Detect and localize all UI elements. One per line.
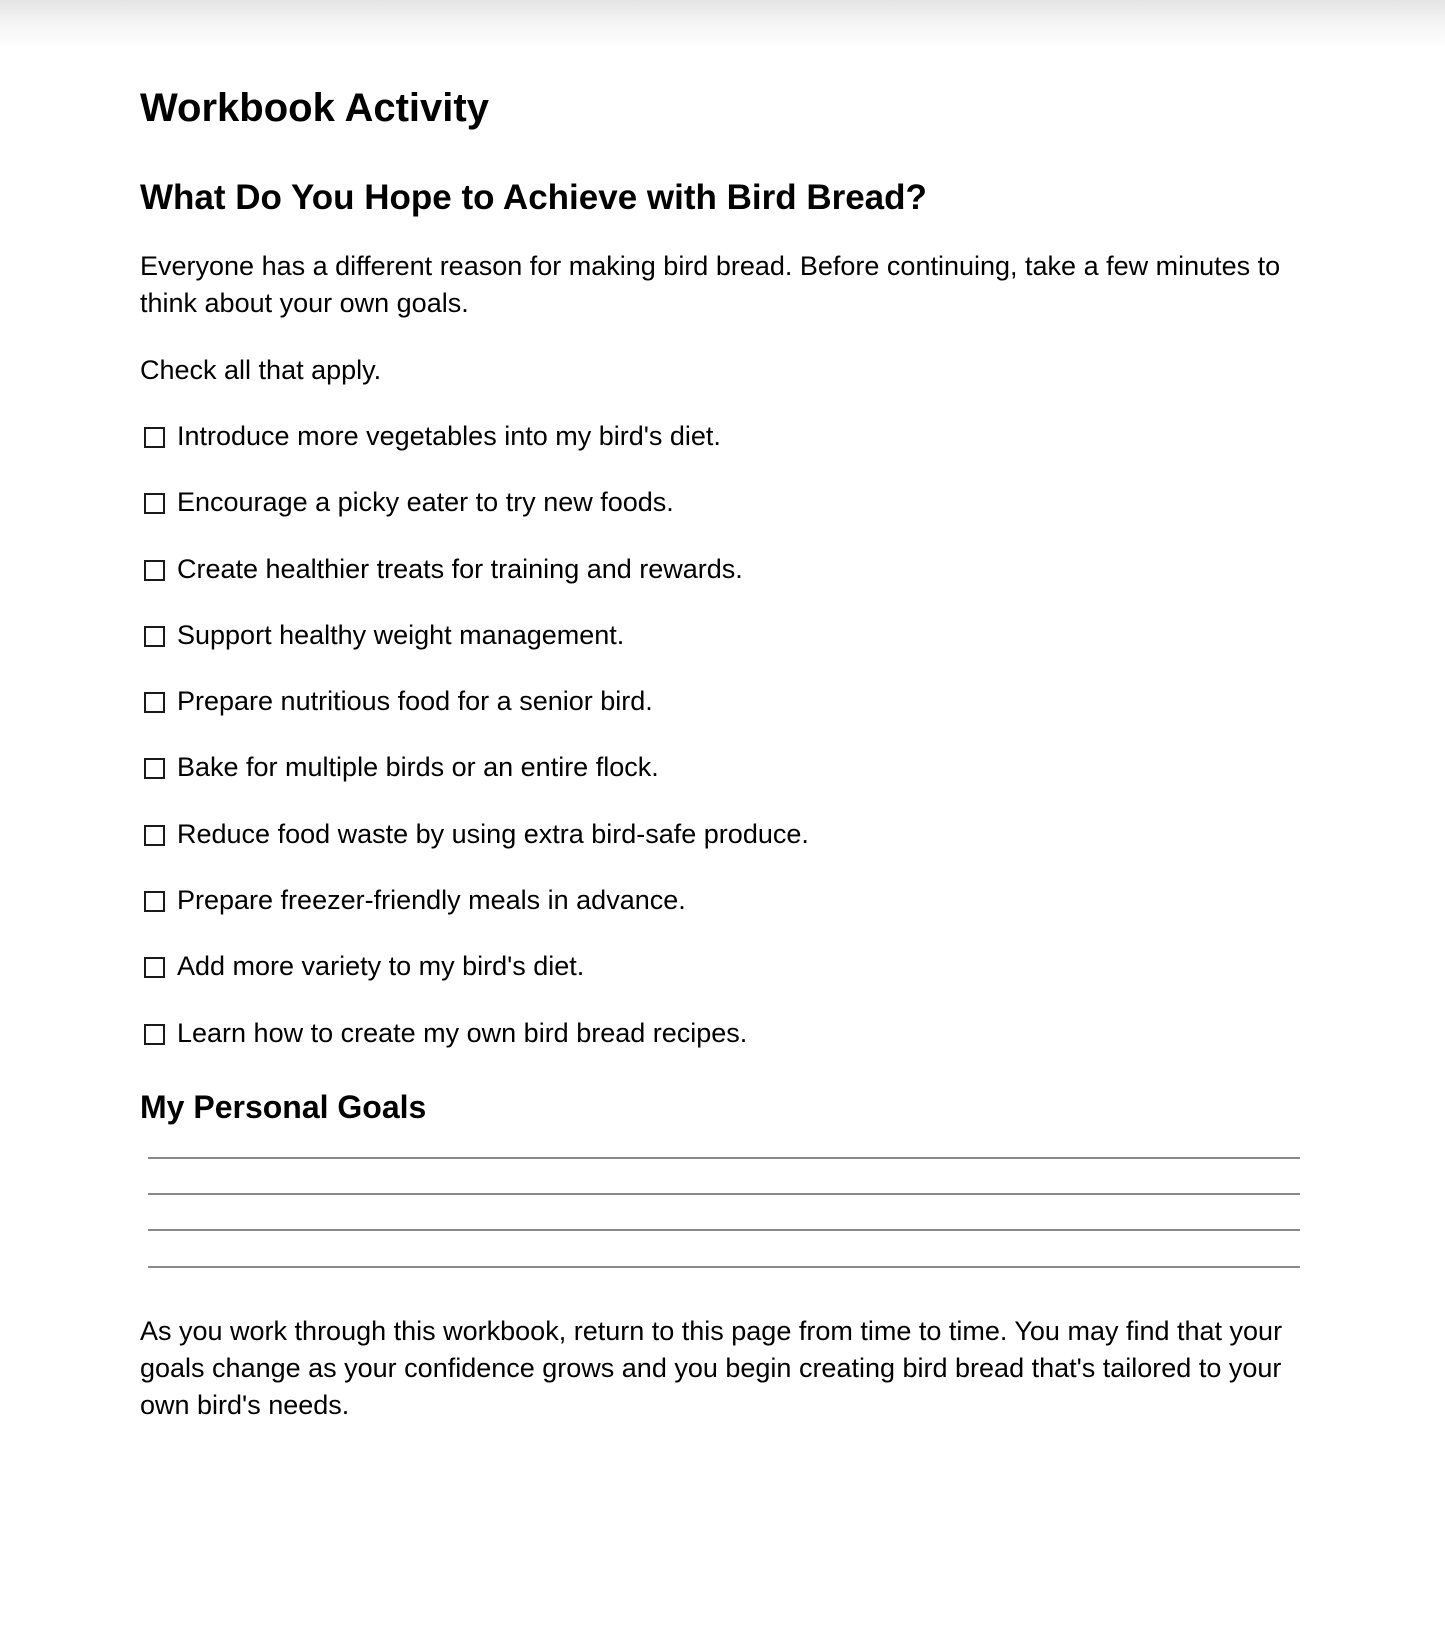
writing-line[interactable] bbox=[148, 1266, 1300, 1268]
checkbox-icon[interactable] bbox=[144, 692, 165, 713]
checkbox-icon[interactable] bbox=[144, 891, 165, 912]
checkbox-icon[interactable] bbox=[144, 758, 165, 779]
section-heading: What Do You Hope to Achieve with Bird Bread? bbox=[140, 178, 927, 217]
checkbox-icon[interactable] bbox=[144, 560, 165, 581]
writing-line[interactable] bbox=[148, 1157, 1300, 1159]
checklist-item-label: Prepare freezer-friendly meals in advance. bbox=[177, 885, 686, 916]
personal-goals-heading: My Personal Goals bbox=[140, 1089, 427, 1125]
writing-line[interactable] bbox=[148, 1229, 1300, 1231]
closing-paragraph: As you work through this workbook, return to this page from time to time. You may find that your goals change as your confidence grows and you begin creating bird bread that's tailored to your own bird's needs. bbox=[140, 1316, 1283, 1420]
checkbox-icon[interactable] bbox=[144, 957, 165, 978]
instruction-text: Check all that apply. bbox=[140, 355, 382, 385]
checkbox-icon[interactable] bbox=[144, 427, 165, 448]
checklist-item-label: Create healthier treats for training and rewards. bbox=[177, 553, 743, 584]
checklist-item[interactable] bbox=[140, 749, 809, 815]
checklist-item-label: Encourage a picky eater to try new foods. bbox=[177, 487, 674, 518]
checkbox-icon[interactable] bbox=[144, 626, 165, 647]
checklist-item-label: Introduce more vegetables into my bird's diet. bbox=[177, 421, 721, 451]
checkbox-icon[interactable] bbox=[144, 493, 165, 514]
checklist-item-label: Bake for multiple birds or an entire flock. bbox=[177, 752, 659, 783]
checklist-item[interactable] bbox=[140, 882, 809, 948]
goals-checklist bbox=[140, 418, 809, 1081]
checklist-item[interactable] bbox=[140, 484, 809, 550]
checklist-item-label: Reduce food waste by using extra bird-safe produce. bbox=[177, 818, 809, 849]
checklist-item[interactable] bbox=[140, 617, 809, 683]
checklist-item-label: Support healthy weight management. bbox=[177, 619, 625, 650]
writing-line[interactable] bbox=[148, 1193, 1300, 1195]
checklist-item-label: Learn how to create my own bird bread recipes. bbox=[177, 1017, 748, 1048]
checklist-item[interactable] bbox=[140, 948, 809, 1014]
workbook-page bbox=[140, 80, 1305, 1420]
page-title: Workbook Activity bbox=[140, 86, 489, 130]
viewer-top-shadow bbox=[0, 0, 1445, 48]
checkbox-icon[interactable] bbox=[144, 1024, 165, 1045]
intro-paragraph: Everyone has a different reason for making bird bread. Before continuing, take a few minutes to think about your own goals. bbox=[140, 251, 1281, 318]
checklist-item-label: Prepare nutritious food for a senior bird. bbox=[177, 686, 653, 717]
checklist-item[interactable] bbox=[140, 1015, 809, 1081]
checklist-item[interactable] bbox=[140, 816, 809, 882]
checklist-item-label: Add more variety to my bird's diet. bbox=[177, 951, 585, 982]
checklist-item[interactable] bbox=[140, 418, 809, 484]
checkbox-icon[interactable] bbox=[144, 825, 165, 846]
checklist-item[interactable] bbox=[140, 551, 809, 617]
checklist-item[interactable] bbox=[140, 683, 809, 749]
